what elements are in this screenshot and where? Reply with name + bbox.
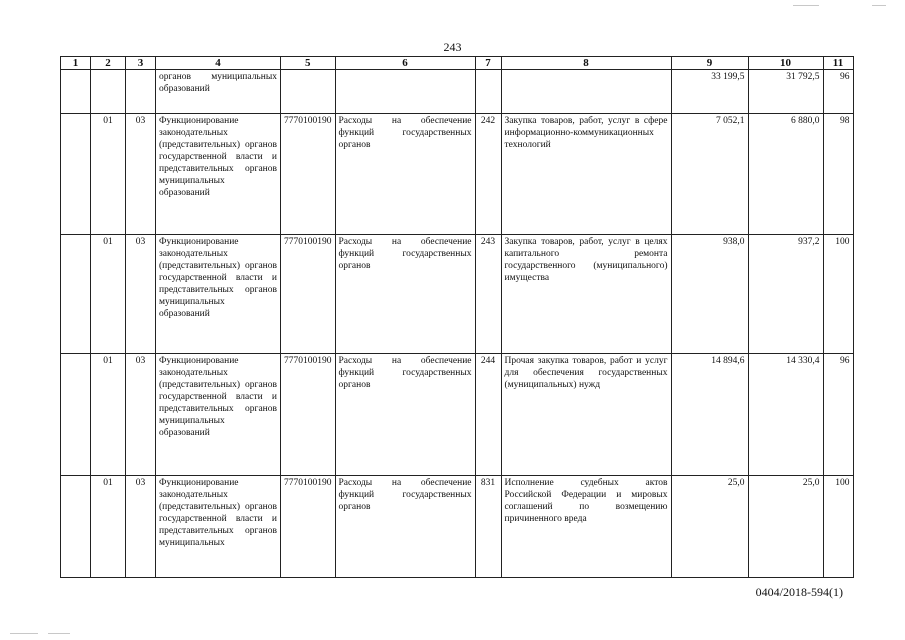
cell-planned: 14 894,6 (671, 354, 748, 476)
cell-subsection: 03 (126, 235, 156, 354)
cell-percent: 98 (823, 114, 853, 235)
col-header: 8 (501, 57, 671, 70)
cell-planned: 938,0 (671, 235, 748, 354)
cell-section-name: Функционирование законодательных (представительных) органов государственной власти и представительных органов муниципальных образований (156, 354, 281, 476)
cell-target-code (281, 70, 336, 114)
cell-planned: 25,0 (671, 476, 748, 578)
cell-expense-type (475, 70, 501, 114)
cell-executed: 937,2 (748, 235, 823, 354)
cell-target-code: 7770100190 (281, 235, 336, 354)
table-header-row (61, 57, 854, 70)
cell-executed: 14 330,4 (748, 354, 823, 476)
cell-expense-type: 243 (475, 235, 501, 354)
cell-expense-name (501, 70, 671, 114)
cell-target-name: Расходы на обеспечение функций государственных органов (335, 114, 475, 235)
cell-percent: 100 (823, 235, 853, 354)
cell-subsection: 03 (126, 114, 156, 235)
cell-percent: 96 (823, 354, 853, 476)
cell-col1 (61, 354, 91, 476)
cell-target-code: 7770100190 (281, 354, 336, 476)
cell-section (91, 70, 126, 114)
budget-table (60, 56, 854, 578)
cell-target-name (335, 70, 475, 114)
col-header: 1 (61, 57, 91, 70)
cell-col1 (61, 114, 91, 235)
table-row (61, 114, 854, 235)
cell-executed: 25,0 (748, 476, 823, 578)
cell-col1 (61, 235, 91, 354)
page-number: 243 (443, 40, 462, 54)
cell-executed: 31 792,5 (748, 70, 823, 114)
scan-artifact (793, 5, 819, 6)
cell-target-name: Расходы на обеспечение функций государственных органов (335, 235, 475, 354)
scan-artifact (872, 5, 886, 6)
cell-planned: 33 199,5 (671, 70, 748, 114)
col-header: 10 (748, 57, 823, 70)
cell-section-name: органов муниципальных образований (156, 70, 281, 114)
scan-artifact (10, 633, 38, 634)
col-header: 7 (475, 57, 501, 70)
cell-target-name: Расходы на обеспечение функций государственных органов (335, 354, 475, 476)
cell-section: 01 (91, 114, 126, 235)
document-code: 0404/2018-594(1) (755, 585, 843, 599)
cell-section-name: Функционирование законодательных (представительных) органов государственной власти и представительных органов муниципальных (156, 476, 281, 578)
cell-section-name: Функционирование законодательных (представительных) органов государственной власти и представительных органов муниципальных образований (156, 114, 281, 235)
cell-expense-type: 242 (475, 114, 501, 235)
cell-section: 01 (91, 235, 126, 354)
table-row (61, 354, 854, 476)
col-header: 5 (281, 57, 336, 70)
cell-percent: 100 (823, 476, 853, 578)
cell-col1 (61, 70, 91, 114)
cell-target-code: 7770100190 (281, 476, 336, 578)
scan-artifact (48, 633, 70, 634)
table-row (61, 235, 854, 354)
cell-subsection (126, 70, 156, 114)
table-row (61, 476, 854, 578)
cell-section-name: Функционирование законодательных (представительных) органов государственной власти и представительных органов муниципальных образований (156, 235, 281, 354)
cell-section: 01 (91, 354, 126, 476)
col-header: 4 (156, 57, 281, 70)
cell-expense-name: Закупка товаров, работ, услуг в целях капитального ремонта государственного (муниципального) имущества (501, 235, 671, 354)
cell-target-code: 7770100190 (281, 114, 336, 235)
cell-planned: 7 052,1 (671, 114, 748, 235)
cell-target-name: Расходы на обеспечение функций государственных органов (335, 476, 475, 578)
col-header: 3 (126, 57, 156, 70)
col-header: 2 (91, 57, 126, 70)
table-row (61, 70, 854, 114)
cell-subsection: 03 (126, 476, 156, 578)
cell-subsection: 03 (126, 354, 156, 476)
cell-expense-type: 831 (475, 476, 501, 578)
cell-expense-name: Прочая закупка товаров, работ и услуг для обеспечения государственных (муниципальных) нужд (501, 354, 671, 476)
cell-section: 01 (91, 476, 126, 578)
cell-expense-name: Закупка товаров, работ, услуг в сфере информационно-коммуникационных технологий (501, 114, 671, 235)
cell-executed: 6 880,0 (748, 114, 823, 235)
cell-percent: 96 (823, 70, 853, 114)
cell-expense-name: Исполнение судебных актов Российской Федерации и мировых соглашений по возмещению причиненного вреда (501, 476, 671, 578)
cell-expense-type: 244 (475, 354, 501, 476)
cell-col1 (61, 476, 91, 578)
col-header: 9 (671, 57, 748, 70)
col-header: 11 (823, 57, 853, 70)
col-header: 6 (335, 57, 475, 70)
